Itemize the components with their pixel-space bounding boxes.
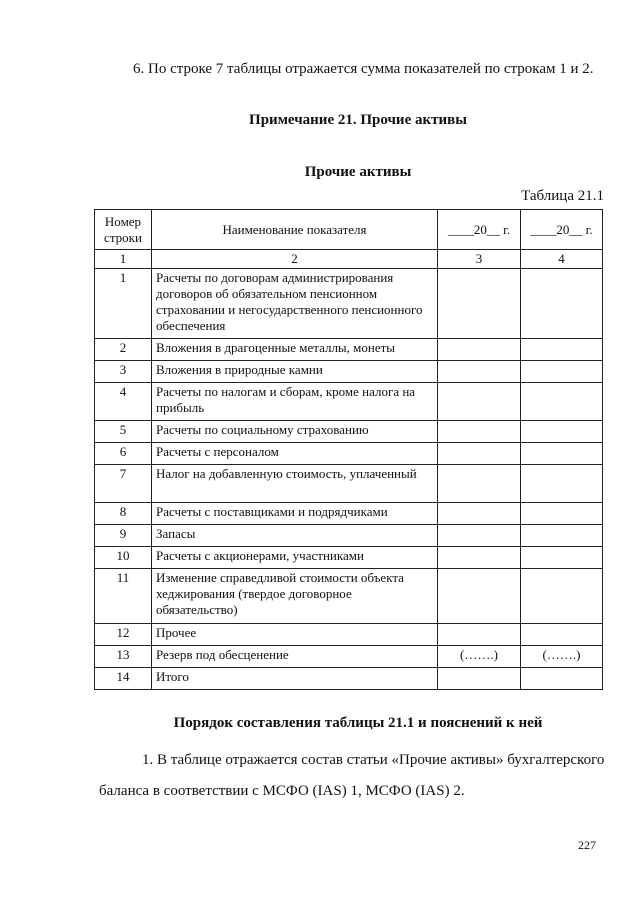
table-row [95,503,603,525]
row-value-2 [521,339,603,361]
row-name: Расчеты с акционерами, участниками [152,547,438,569]
row-name: Налог на добавленную стоимость, уплаченный [152,465,438,503]
row-name: Расчеты с персоналом [152,443,438,465]
row-number: 10 [95,547,152,569]
row-value-2 [521,421,603,443]
row-value-2 [521,503,603,525]
table-row [95,383,603,421]
row-value-1 [438,443,521,465]
procedure-paragraph-line-1: 1. В таблице отражается состав статьи «Прочие активы» бухгалтерского [142,752,605,768]
procedure-title: Порядок составления таблицы 21.1 и пояснений к ней [173,715,543,731]
index-cell: 1 [95,250,152,269]
table-row [95,547,603,569]
row-value-2 [521,443,603,465]
table-row [95,624,603,646]
section-subtitle: Прочие активы [304,164,412,180]
procedure-paragraph-line-2: баланса в соответствии с МСФО (IAS) 1, МСФО (IAS) 2. [99,783,465,799]
header-year-2: ____20__ г. [521,210,603,250]
row-name: Расчеты с поставщиками и подрядчиками [152,503,438,525]
row-number: 6 [95,443,152,465]
table-row [95,569,603,624]
row-value-2 [521,547,603,569]
table-row [95,668,603,690]
row-value-2 [521,465,603,503]
row-number: 5 [95,421,152,443]
table-row [95,465,603,503]
table-row [95,525,603,547]
index-cell: 3 [438,250,521,269]
table-row [95,269,603,339]
row-value-2 [521,668,603,690]
index-cell: 4 [521,250,603,269]
row-value-1 [438,269,521,339]
table-row [95,361,603,383]
row-name: Расчеты по договорам администрирования договоров об обязательном пенсионном страховании и негосударственного пенсионного обеспечения [152,269,438,339]
row-value-2: (…….) [521,646,603,668]
row-value-1: (…….) [438,646,521,668]
row-value-2 [521,269,603,339]
row-value-2 [521,383,603,421]
header-row-number: Номер строки [95,210,152,250]
row-name: Резерв под обесценение [152,646,438,668]
row-name: Изменение справедливой стоимости объекта хеджирования (твердое договорное обязательство) [152,569,438,624]
row-number: 2 [95,339,152,361]
row-name: Расчеты по социальному страхованию [152,421,438,443]
row-value-1 [438,503,521,525]
row-name: Расчеты по налогам и сборам, кроме налога на прибыль [152,383,438,421]
index-cell: 2 [152,250,438,269]
row-number: 3 [95,361,152,383]
table-index-row [95,250,603,269]
header-year-1: ____20__ г. [438,210,521,250]
row-value-1 [438,339,521,361]
table-row [95,421,603,443]
assets-table [94,209,603,690]
table-row [95,646,603,668]
note-title: Примечание 21. Прочие активы [249,112,467,128]
table-row [95,339,603,361]
row-number: 11 [95,569,152,624]
table-caption: Таблица 21.1 [521,188,604,204]
row-name: Вложения в природные камни [152,361,438,383]
row-value-1 [438,668,521,690]
row-number: 1 [95,269,152,339]
table-header-row [95,210,603,250]
header-name: Наименование показателя [152,210,438,250]
intro-paragraph: 6. По строке 7 таблицы отражается сумма показателей по строкам 1 и 2. [133,61,594,77]
row-number: 7 [95,465,152,503]
row-value-2 [521,361,603,383]
row-value-1 [438,421,521,443]
row-number: 9 [95,525,152,547]
row-value-1 [438,569,521,624]
row-value-2 [521,569,603,624]
row-number: 13 [95,646,152,668]
row-value-1 [438,624,521,646]
row-number: 4 [95,383,152,421]
row-number: 12 [95,624,152,646]
row-name: Запасы [152,525,438,547]
row-value-1 [438,547,521,569]
row-value-2 [521,624,603,646]
row-value-1 [438,383,521,421]
page-number: 227 [578,838,596,852]
row-number: 8 [95,503,152,525]
row-value-1 [438,465,521,503]
row-value-1 [438,525,521,547]
table-row [95,443,603,465]
row-value-1 [438,361,521,383]
row-name: Вложения в драгоценные металлы, монеты [152,339,438,361]
row-value-2 [521,525,603,547]
row-number: 14 [95,668,152,690]
row-name: Прочее [152,624,438,646]
row-name: Итого [152,668,438,690]
